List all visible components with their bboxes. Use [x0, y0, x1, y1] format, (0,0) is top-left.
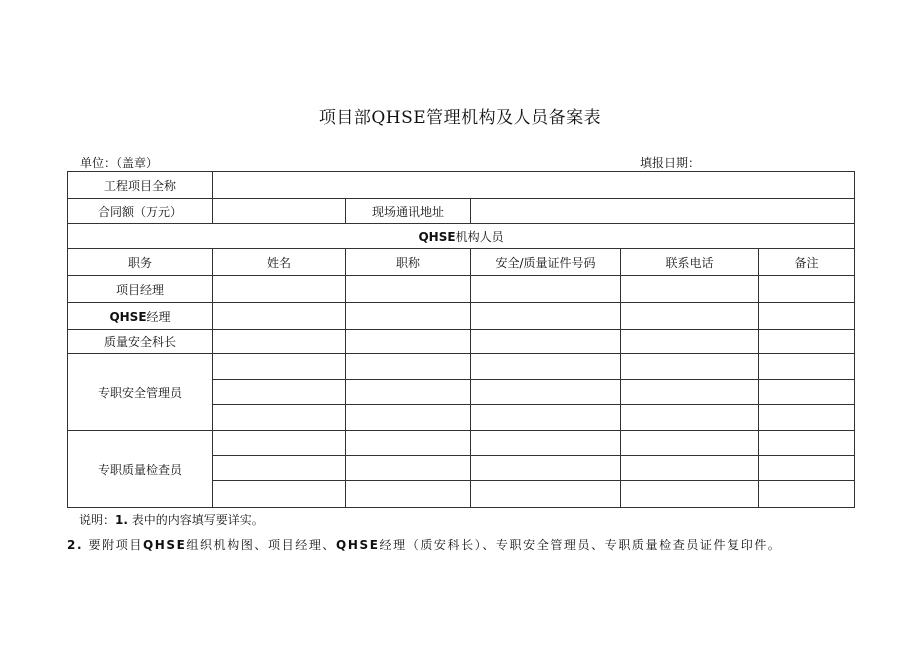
registration-table: [67, 171, 855, 508]
role-qhse-manager: [68, 303, 213, 330]
table-cell[interactable]: [621, 276, 759, 303]
section-row: [68, 224, 855, 249]
note-line-1: [79, 511, 264, 528]
address-cell[interactable]: [471, 199, 855, 224]
table-cell[interactable]: [759, 481, 855, 508]
table-cell[interactable]: [471, 354, 621, 380]
project-name-label: 工程项目全称: [68, 172, 213, 199]
role-qhse-prefix: QHSE: [109, 309, 147, 324]
section-prefix: QHSE: [418, 229, 456, 244]
table-cell[interactable]: [471, 481, 621, 508]
table-cell[interactable]: [213, 354, 346, 380]
table-cell[interactable]: [621, 330, 759, 354]
table-cell[interactable]: [346, 303, 471, 330]
table-cell[interactable]: [471, 330, 621, 354]
table-cell[interactable]: [621, 380, 759, 405]
table-cell[interactable]: [759, 354, 855, 380]
table-cell[interactable]: [346, 380, 471, 405]
table-cell[interactable]: [213, 481, 346, 508]
table-cell[interactable]: [346, 431, 471, 456]
table-row: [68, 276, 855, 303]
role-qhse-suffix: 经理: [146, 309, 171, 324]
table-cell[interactable]: [471, 405, 621, 431]
table-cell[interactable]: [213, 303, 346, 330]
table-cell[interactable]: [759, 303, 855, 330]
project-name-cell[interactable]: [213, 172, 855, 199]
note-2-qhse-1: QHSE: [142, 538, 187, 552]
table-cell[interactable]: [471, 303, 621, 330]
table-cell[interactable]: [471, 431, 621, 456]
table-cell[interactable]: [759, 456, 855, 481]
table-row: [68, 330, 855, 354]
table-cell[interactable]: [759, 276, 855, 303]
table-cell[interactable]: [213, 431, 346, 456]
header-phone: 联系电话: [621, 249, 759, 276]
column-header-row: [68, 249, 855, 276]
note-line-2: [67, 536, 782, 553]
note-1-number: 1.: [115, 513, 128, 527]
table-cell[interactable]: [346, 456, 471, 481]
date-label: 填报日期：: [640, 156, 701, 170]
header-title: 职称: [346, 249, 471, 276]
section-header: [68, 224, 855, 249]
note-2-text-e: 经理（质安科长）、专职安全管理员、专职质量检查员证件复印件。: [379, 538, 782, 552]
table-cell[interactable]: [621, 405, 759, 431]
table-cell[interactable]: [346, 405, 471, 431]
page-title: 项目部QHSE管理机构及人员备案表: [318, 108, 602, 128]
contract-cell[interactable]: [213, 199, 346, 224]
role-safety-officer: 专职安全管理员: [68, 354, 213, 431]
table-cell[interactable]: [621, 431, 759, 456]
note-prefix: 说明：: [79, 513, 116, 527]
header-remarks: 备注: [759, 249, 855, 276]
table-cell[interactable]: [471, 456, 621, 481]
table-cell[interactable]: [213, 276, 346, 303]
table-cell[interactable]: [471, 380, 621, 405]
table-row: [68, 431, 855, 456]
table-cell[interactable]: [213, 330, 346, 354]
note-2-number: 2.: [67, 538, 84, 552]
table-cell[interactable]: [213, 456, 346, 481]
unit-label: 单位：（盖章）: [80, 156, 159, 170]
table-cell[interactable]: [346, 276, 471, 303]
table-cell[interactable]: [346, 354, 471, 380]
contract-label: 合同额（万元）: [68, 199, 213, 224]
address-label: 现场通讯地址: [346, 199, 471, 224]
note-2-text-c: 组织机构图、项目经理、: [186, 538, 337, 552]
table-cell[interactable]: [759, 405, 855, 431]
role-quality-inspector: 专职质量检查员: [68, 431, 213, 508]
table-cell[interactable]: [471, 276, 621, 303]
header-position: 职务: [68, 249, 213, 276]
table-cell[interactable]: [213, 405, 346, 431]
table-cell[interactable]: [621, 354, 759, 380]
note-2-text-a: 要附项目: [83, 538, 143, 552]
table-cell[interactable]: [759, 431, 855, 456]
role-quality-safety-chief: 质量安全科长: [68, 330, 213, 354]
table-cell[interactable]: [346, 481, 471, 508]
table-cell[interactable]: [621, 303, 759, 330]
table-row: [68, 303, 855, 330]
table-row: [68, 354, 855, 380]
note-1-text: 表中的内容填写要详实。: [127, 513, 264, 527]
table-cell[interactable]: [621, 456, 759, 481]
section-suffix: 机构人员: [455, 229, 504, 244]
header-name: 姓名: [213, 249, 346, 276]
table-cell[interactable]: [759, 380, 855, 405]
table-cell[interactable]: [213, 380, 346, 405]
role-project-manager: 项目经理: [68, 276, 213, 303]
contract-row: [68, 199, 855, 224]
table-cell[interactable]: [621, 481, 759, 508]
header-certificate: 安全/质量证件号码: [471, 249, 621, 276]
note-2-qhse-2: QHSE: [336, 538, 380, 552]
table-cell[interactable]: [346, 330, 471, 354]
project-name-row: [68, 172, 855, 199]
table-cell[interactable]: [759, 330, 855, 354]
